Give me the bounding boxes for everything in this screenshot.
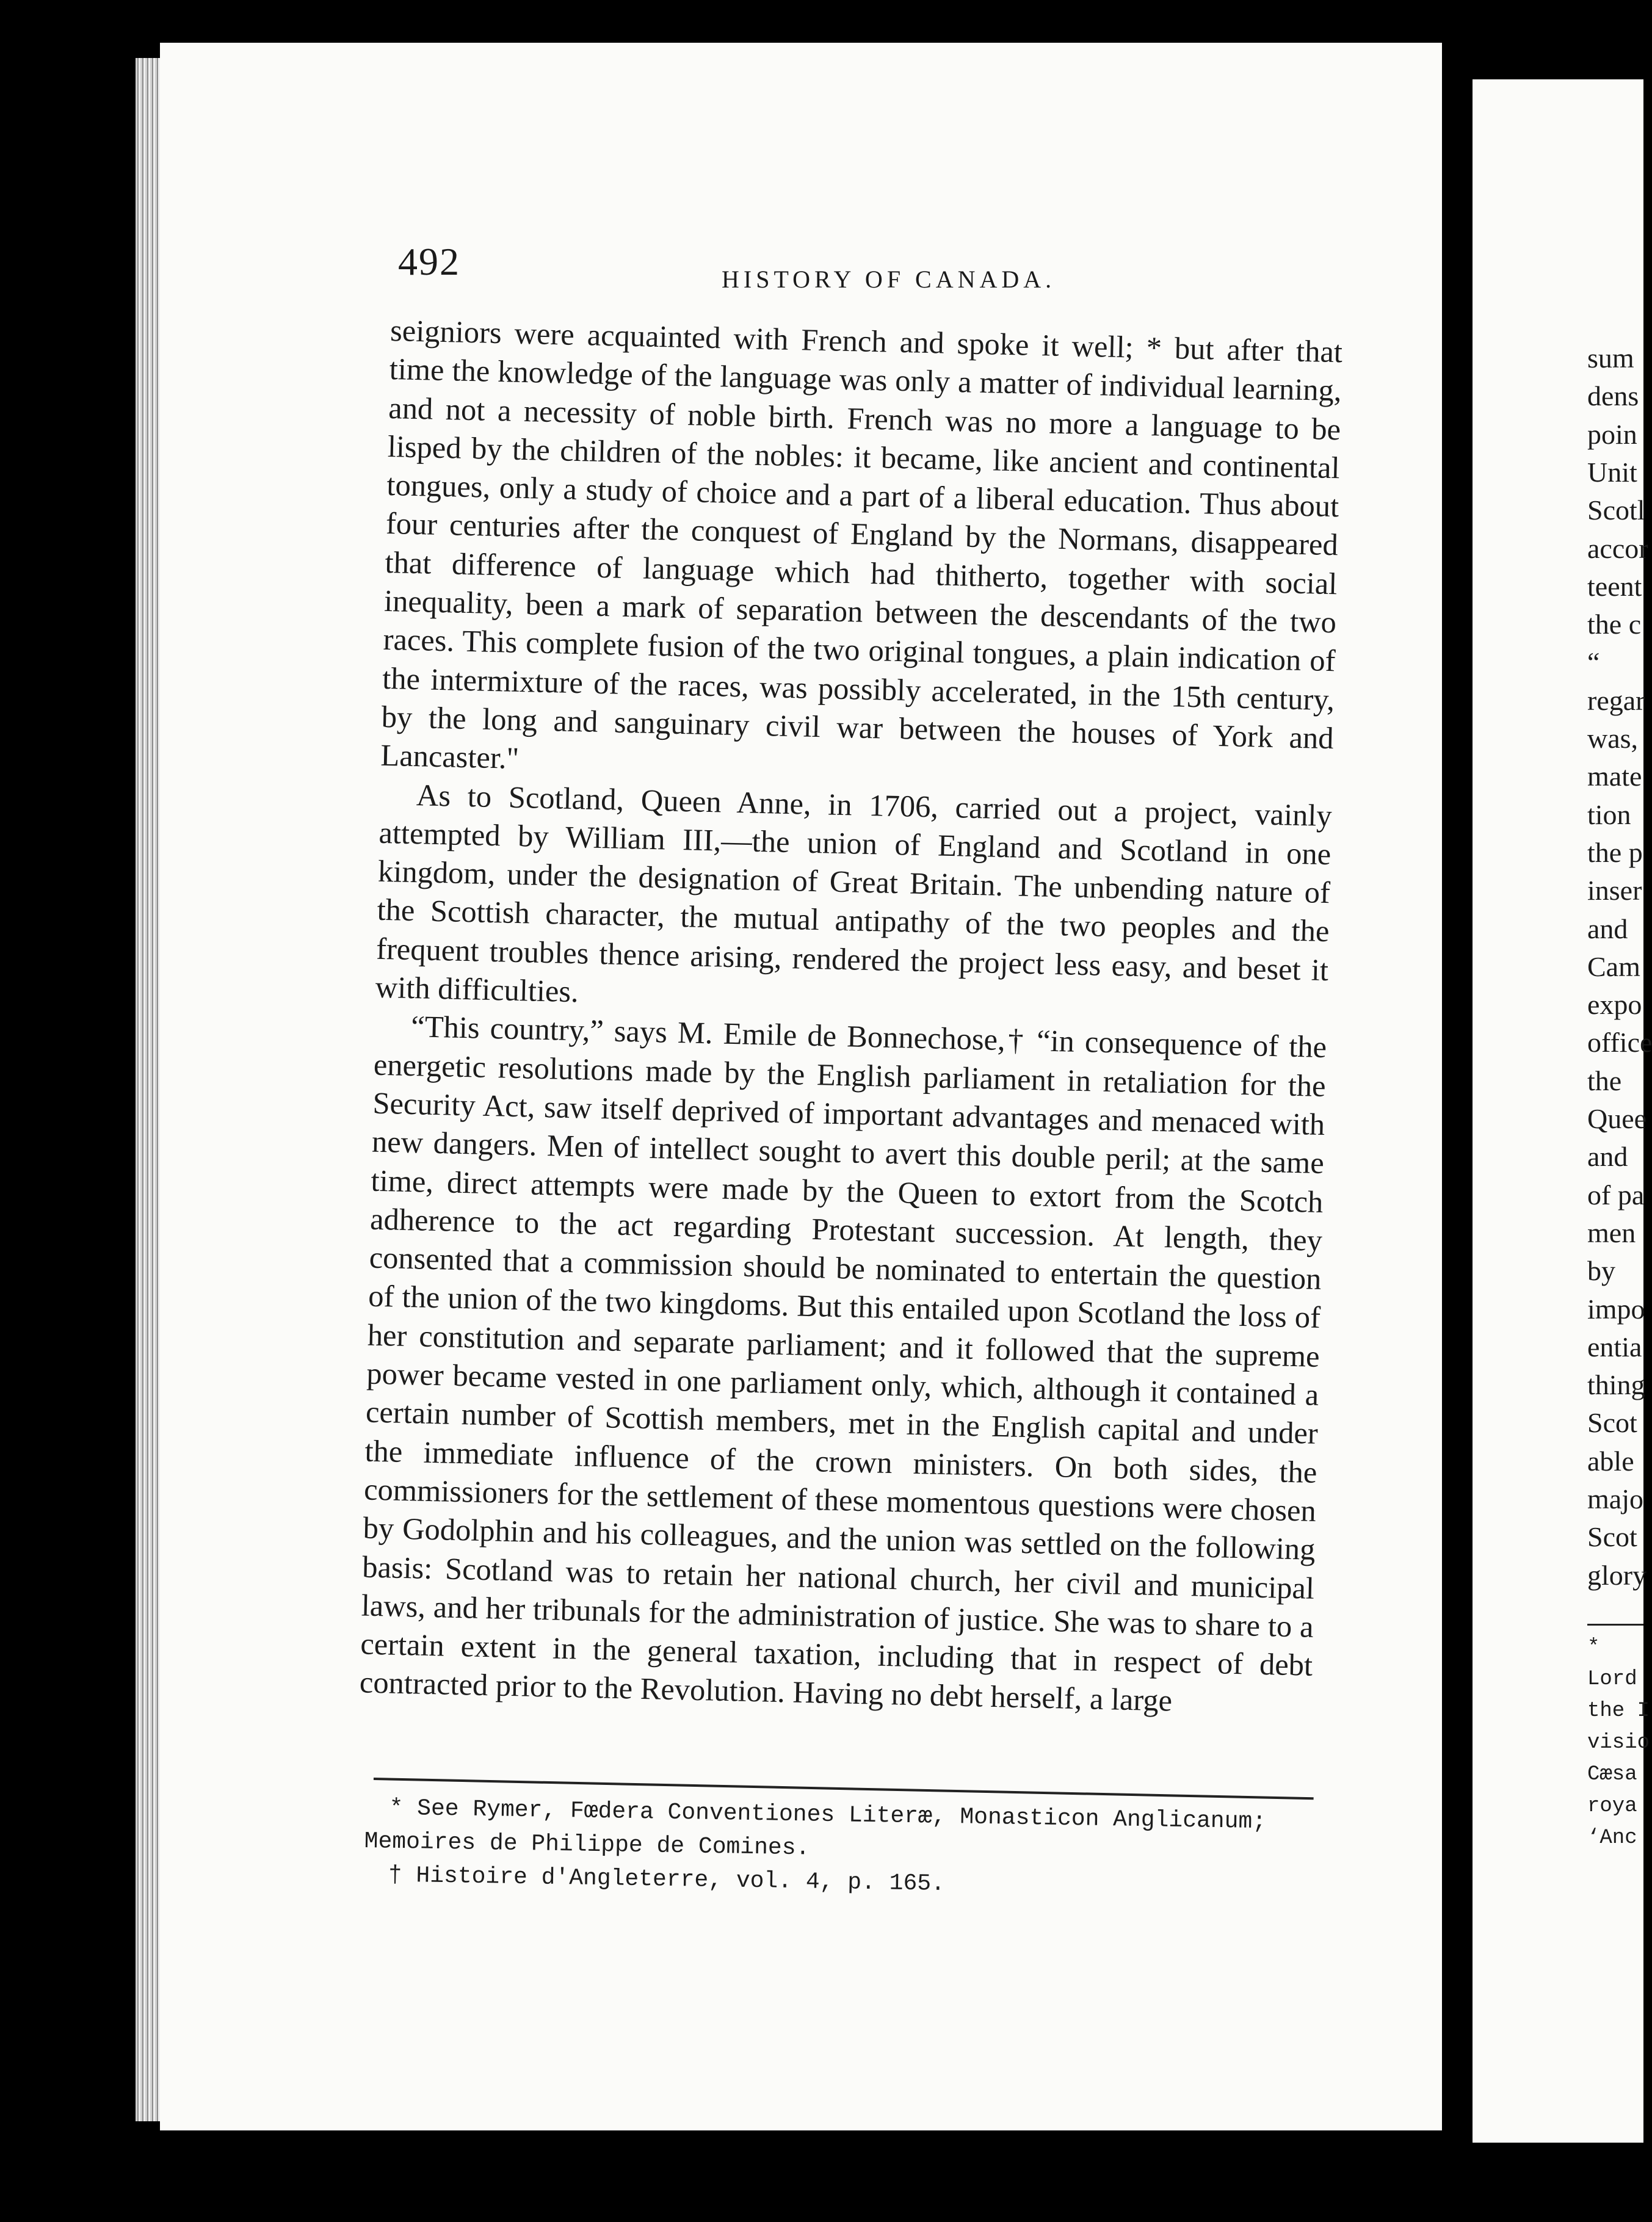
facing-page-line: accor: [1587, 532, 1648, 564]
facing-page-line: expo: [1587, 989, 1642, 1021]
facing-page-line: “: [1587, 646, 1600, 678]
paragraph-scotland: As to Scotland, Queen Anne, in 1706, carried out a project, vainly attempted by William III,—the union of England and Scotland in one kingdom, under the designation of Great Britain. The unbending nature of the Scottish character, the mutual antipathy of the two peoples and the frequent troubles thence arising, rendered the project less easy, and beset it with difficulties.: [375, 777, 1333, 1009]
facing-page-line: office: [1587, 1027, 1652, 1059]
facing-page-line: and: [1587, 913, 1628, 944]
facing-page-line: men: [1587, 1217, 1636, 1248]
facing-page-footnote-line: *: [1587, 1636, 1600, 1659]
facing-page-footnote-line: ‘Anc: [1587, 1826, 1637, 1850]
facing-page-line: Cam: [1587, 950, 1640, 982]
facing-page-footnote-line: visio: [1587, 1731, 1650, 1754]
running-title: HISTORY OF CANADA.: [722, 266, 1056, 293]
book-gutter: [1442, 24, 1473, 2161]
facing-page-line: regar: [1587, 684, 1645, 716]
running-head: [398, 239, 1314, 294]
footnote-asterisk: * See Rymer, Fœdera Conventiones Literæ, Monasticon Anglicanum; Memoires de Philippe de Comines.: [364, 1795, 1267, 1862]
facing-page-line: Quee: [1587, 1103, 1647, 1134]
facing-page-footnote-line: roya: [1587, 1795, 1637, 1818]
facing-page-line: dens: [1587, 380, 1639, 412]
body-text: [359, 311, 1342, 1723]
facing-page-line: entia: [1587, 1331, 1642, 1363]
facing-page-footnote-line: Lord: [1587, 1668, 1637, 1691]
facing-page-line: Scot: [1587, 1521, 1637, 1553]
facing-page-line: teent: [1587, 570, 1642, 602]
facing-page-line: mate: [1587, 761, 1642, 792]
footnote-dagger: † Histoire d'Angleterre, vol. 4, p. 165.: [388, 1862, 946, 1897]
book-page-edges: [136, 58, 160, 2121]
facing-page-line: the c: [1587, 609, 1642, 640]
facing-page-line: inser: [1587, 875, 1642, 907]
facing-page-line: majo: [1587, 1483, 1643, 1515]
facing-page-line: by: [1587, 1255, 1615, 1287]
facing-page-line: poin: [1587, 418, 1637, 450]
facing-page-footnote-line: the I: [1587, 1699, 1650, 1723]
facing-page-line: sum: [1587, 342, 1634, 374]
facing-page-line: Scotl: [1587, 494, 1645, 526]
facing-page-line: and: [1587, 1141, 1628, 1173]
facing-page-line: the: [1587, 1065, 1622, 1096]
facing-page-line: of pa: [1587, 1179, 1645, 1211]
facing-page-line: was,: [1587, 723, 1639, 754]
page-number: 492: [398, 240, 460, 283]
footnotes: [363, 1791, 1317, 1906]
facing-page-line: the p: [1587, 836, 1643, 868]
facing-page-footnote-line: Cæsa: [1587, 1763, 1637, 1786]
facing-page-line: able: [1587, 1445, 1634, 1477]
facing-page-line: Scot: [1587, 1407, 1637, 1439]
facing-page-line: impo: [1587, 1293, 1645, 1325]
paragraph-quotation: “This country,” says M. Emile de Bonnechose,† “in consequence of the energetic resolutions made by the English parliament in retaliation for the Security Act, saw itself deprived of important advantages and menaced with new dangers. Men of intellect sought to avert this double peril; at the same time, direct attempts were made by the Queen to extort from the Scotch adherence to the act regarding Protestant succession. At length, they consented that a commission should be nominated to entertain the question of the union of the two kingdoms. But this entailed upon Scotland the loss of her constitution and separate parliament; and it followed that the supreme power became vested in one parliament only, which, although it contained a certain number of Scottish members, met in the English capital and under the immediate influence of the crown ministers. On both sides, the commissioners for the settlement of these momentous questions were chosen by Godolphin and his colleagues, and the union was settled on the following basis: Scotland was to retain her national church, her civil and municipal laws, and her tribunals for the administration of justice. She was to share to a certain extent in the general taxation, including that in respect of debt contracted prior to the Revolution. Having no debt herself, a large: [359, 1009, 1327, 1718]
facing-page-line: Unit: [1587, 456, 1637, 488]
paragraph-continued: seigniors were acquainted with French and spoke it well; * but after that time the knowledge of the language was only a matter of individual learning, and not a necessity of noble birth. French was no more a language to be lisped by the children of the nobles: it became, like ancient and continental tongues, only a study of choice and a part of a liberal education. Thus about four centuries after the conquest of England by the Normans, disappeared that difference of language which had thitherto, together with social inequality, been a mark of separation between the descendants of the two races. This complete fusion of the two original tongues, a plain indication of the intermixture of the races, was possibly accelerated, in the 15th century, by the long and sanguinary civil war between the houses of York and Lancaster.": [380, 313, 1343, 776]
facing-page-line: glory: [1587, 1559, 1647, 1591]
facing-page-line: thing: [1587, 1369, 1645, 1401]
facing-page-footnote-rule: [1587, 1624, 1643, 1626]
facing-page-line: tion: [1587, 798, 1631, 830]
